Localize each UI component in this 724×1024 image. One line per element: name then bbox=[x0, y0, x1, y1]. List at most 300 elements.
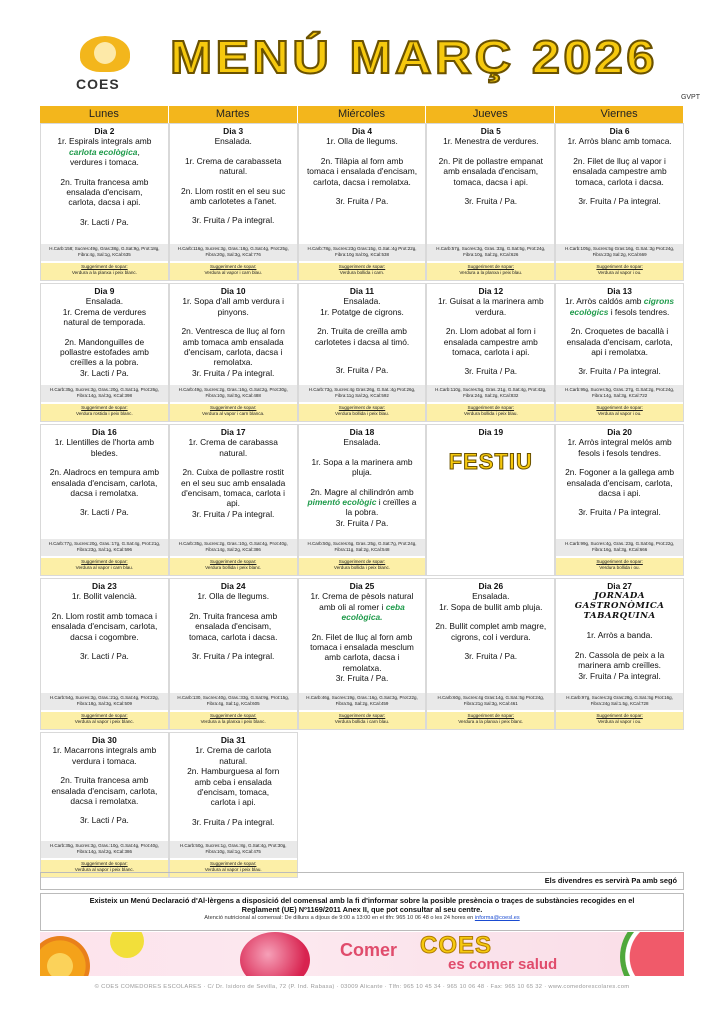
menu-line bbox=[174, 498, 293, 508]
menu-line bbox=[174, 196, 293, 206]
dinner-suggestion-title: Suggeriment de sopar: bbox=[596, 264, 643, 269]
menu-text: 3r. Fruita / Pa integral. bbox=[191, 215, 275, 226]
menu-text: ensalada d'encisam, bbox=[66, 187, 143, 198]
menu-line bbox=[303, 156, 422, 166]
spacer bbox=[303, 448, 422, 457]
dinner-suggestion bbox=[556, 263, 683, 280]
menu-text: 1r. Crema de verdures bbox=[62, 306, 147, 317]
menu-line bbox=[560, 136, 679, 146]
menu-line bbox=[45, 507, 164, 517]
menu-text: pinyons. bbox=[217, 306, 249, 317]
menu-text: dacsa i api. bbox=[598, 488, 641, 499]
dinner-suggestion-text: Verdura al vapor i carn blanca. bbox=[202, 411, 265, 416]
day-cell bbox=[555, 123, 684, 281]
menu-text: 3r. Fruita / Pa integral. bbox=[578, 670, 661, 681]
nutrition-contact bbox=[61, 914, 663, 922]
menu-text: 2n. Mandonguilles de bbox=[64, 336, 145, 347]
menu-line bbox=[303, 507, 422, 517]
special-event-title: TABARQUINA bbox=[583, 611, 656, 622]
menu-text: 3r. Fruita / Pa. bbox=[464, 651, 518, 662]
dinner-suggestion-title: Suggeriment de sopar: bbox=[209, 559, 257, 564]
menu-text: 3r. Lacti / Pa. bbox=[79, 651, 129, 662]
spacer bbox=[174, 458, 293, 467]
menu-text: amb ceba i ensalada bbox=[194, 776, 272, 787]
menu-line bbox=[431, 177, 550, 187]
day-menu bbox=[556, 284, 683, 379]
menu-line bbox=[560, 366, 679, 376]
day-number: Dia 18 bbox=[349, 427, 375, 437]
day-cell bbox=[426, 123, 555, 281]
menu-text: dacsa i remolatxa. bbox=[70, 796, 139, 807]
menu-text: 2n. Truita francesa amb bbox=[60, 176, 149, 187]
menu-line bbox=[303, 642, 422, 652]
dinner-suggestion-text: Verdura a la planxa i peix blanc. bbox=[458, 719, 524, 724]
menu-text: 1r. Macarrons integrals amb bbox=[52, 745, 157, 756]
dinner-suggestion-text: Verdura bollida i ou. bbox=[599, 565, 640, 570]
menu-line bbox=[45, 786, 164, 796]
menu-line bbox=[303, 296, 422, 306]
menu-text: 1r. Espirals integrals amb bbox=[57, 136, 152, 147]
nutrition-info: H.Carb:35g, Sucres:3g, Gras.:10g, G.Sat:4g, Prot:40g, Fibra:14g, Sal:2g, KCal:386 bbox=[41, 841, 168, 858]
spacer bbox=[174, 177, 293, 186]
menu-line bbox=[431, 337, 550, 347]
dinner-suggestion-title: Suggeriment de sopar: bbox=[81, 264, 128, 269]
spacer bbox=[174, 206, 293, 215]
menu-text: 2n. Llom adobat al forn i bbox=[445, 326, 536, 337]
menu-line bbox=[45, 651, 164, 661]
day-menu bbox=[41, 425, 168, 520]
menu-line bbox=[174, 591, 293, 601]
dinner-suggestion-title: Suggeriment de sopar: bbox=[338, 264, 386, 269]
page-title: MENÚ MARÇ 2026 bbox=[170, 31, 658, 83]
nutrition-info: H.Carb:158; Sucres:49g, Gras:38g, G.Sat:9g, Prot:18g, Fibra:4g, Sal:1g, KCal:635 bbox=[41, 244, 168, 261]
menu-text: amb oli al romer i bbox=[319, 601, 386, 612]
spacer bbox=[303, 187, 422, 196]
menu-line bbox=[45, 448, 164, 458]
menu-line bbox=[174, 326, 293, 336]
menu-line bbox=[45, 621, 164, 631]
menu-text: i fesols tendres. bbox=[608, 306, 670, 317]
spacer bbox=[431, 357, 550, 366]
menu-line bbox=[45, 337, 164, 347]
menu-line bbox=[560, 326, 679, 336]
allergen-line-2: Reglament (UE) Nº1169/2011 Anex II, que pot consultar al seu centre. bbox=[241, 905, 483, 914]
nutrition-info: H.Carb:35g, Sucres:2g, Gras.:10g, G.Sat:4g, Prot:40g, Fibra:14g, Sal:2g, KCal:386 bbox=[170, 539, 297, 556]
dinner-suggestion bbox=[556, 558, 683, 575]
menu-line bbox=[174, 766, 293, 776]
menu-text: 3r. Fruita / Pa. bbox=[335, 517, 389, 528]
menu-line bbox=[45, 478, 164, 488]
dinner-suggestion-text: Verdura bollida i peix blau. bbox=[335, 411, 389, 416]
day-header-viernes: Viernes bbox=[555, 106, 684, 123]
menu-text: 3r. Fruita / Pa integral. bbox=[578, 196, 661, 207]
ecological-ingredient: carlota ecològica bbox=[69, 146, 138, 157]
dinner-suggestion-title: Suggeriment de sopar: bbox=[467, 405, 515, 410]
day-menu bbox=[41, 579, 168, 663]
dinner-suggestion bbox=[299, 263, 426, 280]
menu-line bbox=[174, 337, 293, 347]
dinner-suggestion-text: Verdura al vapor i carn blau. bbox=[75, 565, 134, 570]
menu-text: 1r. Crema de carabasseta bbox=[185, 155, 282, 166]
dinner-suggestion-text: Verdura bollida i peix blanc. bbox=[333, 565, 391, 570]
menu-line bbox=[431, 136, 550, 146]
holiday-label: FESTIU bbox=[448, 449, 533, 474]
menu-text: carlota, dacsa i remolatxa. bbox=[313, 176, 411, 187]
menu-text: dacsa i remolatxa. bbox=[70, 488, 139, 499]
menu-line bbox=[45, 796, 164, 806]
spacer bbox=[303, 317, 422, 326]
menu-text: 3r. Lacti / Pa. bbox=[79, 507, 129, 518]
menu-text: tomaca, dacsa i api. bbox=[453, 176, 529, 187]
menu-line bbox=[560, 156, 679, 166]
menu-line bbox=[560, 337, 679, 347]
day-number: Dia 3 bbox=[223, 126, 244, 136]
menu-text: d'encisam, tomaca, bbox=[197, 787, 270, 798]
menu-text: api. bbox=[226, 498, 240, 509]
dinner-suggestion-title: Suggeriment de sopar: bbox=[467, 713, 515, 718]
menu-code: GVPT bbox=[680, 94, 700, 101]
menu-text: 2n. Aladrocs en tempura amb bbox=[49, 467, 160, 478]
nutrition-info: H.Carb:57g, Sucres:3g, Gras.:33g, G.Sat:5g, Prot:24g, Fibra:10g, Sal:2g, KCal:626 bbox=[427, 244, 554, 261]
menu-text: 2n. Truita de creïlla amb bbox=[317, 326, 407, 337]
menu-text: 3r. Fruita / Pa integral. bbox=[191, 816, 275, 827]
menu-line bbox=[303, 487, 422, 497]
spacer bbox=[560, 357, 679, 366]
menu-line bbox=[303, 177, 422, 187]
menu-line bbox=[174, 509, 293, 519]
melon-icon bbox=[620, 932, 684, 976]
contact-email-link[interactable]: informa@coesl.es bbox=[474, 915, 520, 921]
nutrition-contact-text: Atenció nutricional al comensal: De dilluns a dijous de 9:00 a 13:00 en el tlfn: 965 10 06 48 o les 24 hores en bbox=[204, 915, 475, 921]
coes-logo bbox=[66, 36, 146, 98]
menu-text: la pobra. bbox=[345, 507, 379, 518]
nutrition-info: H.Carb:50g, Sucres:6g, Gras.:25g, G.Sat:7g, Prot:24g, Fibra:11g, Sal:2g, KCal:548 bbox=[299, 539, 426, 556]
menu-text: verdures i tomaca. bbox=[69, 157, 139, 168]
nutrition-info: H.Carb:54g, Sucres:3g, Gras.:21g, G.Sat:4g, Prot:22g, Fibra:18g, Sal:3g, KCal:509 bbox=[41, 693, 168, 710]
spacer bbox=[174, 602, 293, 611]
day-number: Dia 17 bbox=[220, 427, 246, 437]
menu-line bbox=[45, 488, 164, 498]
allergen-notice bbox=[40, 893, 684, 931]
menu-text: verdura i tomaca. bbox=[72, 755, 137, 766]
menu-text: remolatxa. bbox=[342, 662, 382, 673]
dinner-suggestion-text: Verdura al vapor i ou. bbox=[597, 270, 642, 275]
menu-line bbox=[560, 488, 679, 498]
spacer bbox=[45, 642, 164, 651]
menu-text: Ensalada. bbox=[472, 591, 510, 602]
menu-line bbox=[174, 448, 293, 458]
menu-text: 3r. Lacti / Pa. bbox=[79, 367, 129, 378]
spacer bbox=[560, 458, 679, 467]
banner-text-comer: Comer bbox=[340, 940, 398, 960]
day-cell bbox=[298, 424, 427, 576]
spacer bbox=[560, 621, 679, 630]
day-number: Dia 25 bbox=[349, 581, 375, 591]
menu-line bbox=[431, 591, 550, 601]
menu-text: Ensalada. bbox=[85, 296, 124, 307]
day-number: Dia 27 bbox=[607, 581, 632, 591]
menu-line bbox=[303, 673, 422, 683]
dinner-suggestion bbox=[170, 712, 297, 729]
menu-line bbox=[560, 196, 679, 206]
menu-text: pluja. bbox=[351, 467, 372, 478]
day-header-lunes: Lunes bbox=[40, 106, 169, 123]
menu-line bbox=[174, 488, 293, 498]
spacer bbox=[45, 208, 164, 217]
menu-line bbox=[303, 467, 422, 477]
day-menu bbox=[170, 733, 297, 829]
menu-text: 3r. Fruita / Pa integral. bbox=[191, 367, 275, 378]
menu-line bbox=[431, 366, 550, 376]
menu-line bbox=[431, 156, 550, 166]
dinner-suggestion bbox=[170, 558, 297, 575]
day-cell bbox=[298, 123, 427, 281]
apple-icon bbox=[240, 932, 310, 976]
dinner-suggestion-text: Verdura al vapor i ou. bbox=[597, 411, 642, 416]
nutrition-info: H.Carb:35g, Sucres:3g, Gras.:20g, G.Sat:1g, Prot:26g, Fibra:14g, Sal:3g, KCal:398 bbox=[41, 385, 168, 402]
dinner-suggestion-title: Suggeriment de sopar: bbox=[467, 264, 515, 269]
menu-text: fesols i fesols tendres. bbox=[578, 447, 662, 458]
day-number: Dia 20 bbox=[607, 427, 632, 437]
dinner-suggestion bbox=[556, 712, 683, 729]
menu-text: remolatxa. bbox=[213, 357, 253, 368]
menu-text: ensalada d'encisam, carlota, bbox=[566, 477, 673, 488]
dinner-suggestion-text: Verdura bollida i peix blau. bbox=[463, 411, 518, 416]
day-menu bbox=[299, 124, 426, 208]
menu-text: 2n. Magre al chilindrón amb bbox=[310, 486, 414, 497]
dinner-suggestion-title: Suggeriment de sopar: bbox=[81, 861, 128, 866]
menu-text: 1r. Crema de pèsols natural bbox=[310, 591, 414, 602]
spacer bbox=[431, 642, 550, 651]
logo-face-icon bbox=[94, 42, 116, 64]
day-number: Dia 31 bbox=[220, 735, 246, 745]
menu-text: creïlles a la pobra. bbox=[70, 357, 139, 368]
menu-line bbox=[174, 787, 293, 797]
menu-text: ensalada campestre amb bbox=[443, 336, 538, 347]
menu-line bbox=[45, 187, 164, 197]
day-menu bbox=[170, 124, 297, 228]
day-menu bbox=[170, 425, 297, 521]
menu-text: tomaca i ensalada mesclum bbox=[310, 642, 414, 653]
day-menu bbox=[427, 579, 554, 663]
dinner-suggestion-text: Verdura a la planxa i peix blau. bbox=[459, 270, 523, 275]
menu-line bbox=[45, 296, 164, 306]
menu-text: 1r. Arròs integral melós amb bbox=[567, 437, 672, 448]
menu-line bbox=[431, 621, 550, 631]
menu-text: 3r. Fruita / Pa integral. bbox=[191, 651, 275, 662]
menu-text: 2n. Cuixa de pollastre rostit bbox=[182, 467, 284, 478]
menu-text: natural. bbox=[219, 755, 248, 766]
day-cell bbox=[426, 283, 555, 422]
menu-line bbox=[560, 650, 679, 660]
dinner-suggestion bbox=[170, 404, 297, 421]
day-menu bbox=[299, 425, 426, 530]
menu-text: 3r. Fruita / Pa. bbox=[464, 366, 518, 377]
menu-line bbox=[174, 632, 293, 642]
nutrition-info: H.Carb:99g, Sucres:4g, Gras.:23g, G.Sat:6g, Prot:22g, Fibra:16g, Sal:3g, KCal:666 bbox=[556, 539, 683, 556]
menu-text: api i remolatxa. bbox=[591, 347, 648, 358]
menu-line bbox=[560, 177, 679, 187]
nutrition-info: H.Carb:105g, Sucres:5g Gras:16g, G.Sat.:3g Prot:24g, Fibra:23g Sal:2g, KCal:669 bbox=[556, 244, 683, 261]
dinner-suggestion-title: Suggeriment de sopar: bbox=[209, 861, 257, 866]
spacer bbox=[560, 187, 679, 196]
menu-text: 2n. Bullit complet amb magre, bbox=[435, 621, 547, 632]
spacer bbox=[303, 347, 422, 356]
day-header-miércoles: Miércoles bbox=[298, 106, 427, 123]
dinner-suggestion-title: Suggeriment de sopar: bbox=[338, 713, 386, 718]
nutrition-info: H.Carb:116g, Sucres:3g, Gras.:18g, G.Sat:4g, Prot:25g, Fibra:20g, Sal:3g, KCal:776 bbox=[170, 244, 297, 261]
dinner-suggestion bbox=[41, 712, 168, 729]
menu-line bbox=[45, 136, 164, 146]
menu-line bbox=[431, 632, 550, 642]
day-number: Dia 9 bbox=[94, 286, 115, 296]
day-number: Dia 2 bbox=[94, 126, 115, 136]
day-menu bbox=[427, 124, 554, 208]
spacer bbox=[174, 642, 293, 651]
menu-line bbox=[303, 591, 422, 601]
menu-text: carlota, dacsa i api. bbox=[68, 197, 141, 208]
menu-line bbox=[303, 602, 422, 612]
menu-line bbox=[174, 651, 293, 661]
day-cell bbox=[169, 123, 298, 281]
menu-text: 2n. Filet de lluç al vapor i bbox=[573, 155, 666, 166]
day-number: Dia 24 bbox=[220, 581, 246, 591]
ecological-ingredient: pimentó ecològic bbox=[307, 497, 377, 508]
menu-text: verdura. bbox=[475, 306, 507, 317]
menu-line bbox=[431, 651, 550, 661]
dinner-suggestion bbox=[170, 263, 297, 280]
menu-text: 2n. Croquetes de bacallà i bbox=[570, 326, 669, 337]
dinner-suggestion bbox=[299, 404, 426, 421]
menu-text: natural de temporada. bbox=[63, 317, 146, 328]
menu-text: 3r. Fruita / Pa. bbox=[335, 196, 389, 207]
day-cell bbox=[40, 424, 169, 576]
footer: © COES COMEDORES ESCOLARES · C/ Dr. Isidoro de Sevilla, 72 (P. Ind. Rabasa) · 03009 Alicante · Tlfn: 965 10 45 34 · 965 10 06 48 · Fax: 965 10 65 32 · www.comedorescolares.com bbox=[94, 984, 630, 990]
menu-text: 2n. Ventresca de lluç al forn bbox=[181, 326, 285, 337]
day-cell bbox=[169, 732, 298, 878]
menu-text: 3r. Fruita / Pa integral. bbox=[578, 366, 661, 377]
menu-line bbox=[45, 347, 164, 357]
nutrition-info: H.Carb:73g, Sucres:4g Gras:26g, G.Sat.:4g Prot:26g, Fibra:11g Sal:2g, KCal:592 bbox=[299, 385, 426, 402]
menu-line bbox=[303, 457, 422, 467]
menu-text: Ensalada. bbox=[343, 437, 381, 448]
spacer bbox=[560, 498, 679, 507]
menu-text: Ensalada. bbox=[214, 136, 252, 147]
spacer bbox=[45, 168, 164, 177]
menu-text: amb tomaca amb ensalada bbox=[182, 336, 284, 347]
dinner-suggestion-title: Suggeriment de sopar: bbox=[81, 559, 128, 564]
dinner-suggestion-text: Verdura a la planxa i peix blanc. bbox=[200, 719, 266, 724]
spacer bbox=[174, 317, 293, 326]
menu-text: marinera amb creïlles. bbox=[578, 660, 662, 671]
menu-line bbox=[560, 296, 679, 306]
day-number: Dia 11 bbox=[349, 286, 375, 296]
menu-line bbox=[174, 437, 293, 447]
spacer bbox=[431, 187, 550, 196]
menu-text: 2n. Tilàpia al forn amb bbox=[320, 155, 404, 166]
menu-text: 1r. Olla de llegums. bbox=[197, 591, 270, 602]
menu-text: d'encisam, carlota, dacsa i bbox=[183, 347, 283, 358]
menu-text: 2n. Filet de lluç al forn amb bbox=[311, 631, 413, 642]
day-number: Dia 26 bbox=[478, 581, 504, 591]
menu-text: ensalada d'encisam, carlota, bbox=[51, 785, 158, 796]
day-menu bbox=[427, 425, 554, 439]
menu-text: 2n. Hamburguesa al forn bbox=[187, 766, 280, 777]
menu-line bbox=[303, 652, 422, 662]
menu-text: i creïlles a bbox=[376, 497, 417, 508]
banner-text-coes: COES bbox=[420, 932, 493, 959]
menu-line bbox=[45, 775, 164, 785]
menu-line bbox=[174, 368, 293, 378]
day-cell bbox=[426, 578, 555, 730]
menu-line bbox=[45, 437, 164, 447]
menu-text: 3r. Fruita / Pa. bbox=[335, 673, 389, 684]
dinner-suggestion bbox=[41, 263, 168, 280]
menu-line bbox=[560, 437, 679, 447]
menu-line bbox=[174, 215, 293, 225]
day-cell bbox=[555, 424, 684, 576]
day-cell bbox=[555, 283, 684, 422]
menu-line bbox=[174, 817, 293, 827]
day-menu bbox=[556, 124, 683, 208]
nutrition-info: H.Carb:46g, Sucres:19g, Gras.:16g, G.Sat:3g, Prot:22g, Fibra:5g, Sal:2g, KCal:459 bbox=[299, 693, 426, 710]
dinner-suggestion-title: Suggeriment de sopar: bbox=[596, 559, 643, 564]
header bbox=[30, 28, 710, 101]
orange-icon bbox=[40, 936, 90, 976]
menu-line bbox=[303, 437, 422, 447]
dinner-suggestion bbox=[427, 712, 554, 729]
dinner-suggestion-text: Verdura bollida i peix blanc. bbox=[205, 565, 262, 570]
menu-text: 2n. Pit de pollastre empanat bbox=[438, 155, 543, 166]
menu-line bbox=[174, 307, 293, 317]
day-header-jueves: Jueves bbox=[426, 106, 555, 123]
dinner-suggestion bbox=[41, 404, 168, 421]
day-menu bbox=[170, 579, 297, 663]
menu-text: dacsa i cogombre. bbox=[70, 631, 139, 642]
day-menu bbox=[41, 284, 168, 380]
day-menu bbox=[299, 579, 426, 686]
menu-line bbox=[303, 166, 422, 176]
menu-text: ensalada campestre amb bbox=[572, 166, 667, 177]
spacer bbox=[303, 478, 422, 487]
menu-line bbox=[45, 147, 164, 157]
menu-line bbox=[174, 467, 293, 477]
menu-text: 2n. Llom rostit amb tomaca i bbox=[51, 610, 157, 621]
day-menu bbox=[170, 284, 297, 380]
menu-line bbox=[560, 467, 679, 477]
day-cell bbox=[40, 283, 169, 422]
menu-line bbox=[303, 518, 422, 528]
day-header-martes: Martes bbox=[169, 106, 298, 123]
menu-text: ensalada d'encisam, bbox=[195, 621, 272, 632]
menu-line bbox=[174, 186, 293, 196]
day-number: Dia 4 bbox=[351, 126, 372, 136]
day-number: Dia 16 bbox=[92, 427, 117, 437]
dinner-suggestion bbox=[299, 712, 426, 729]
menu-text: 3r. Fruita / Pa integral. bbox=[191, 508, 275, 519]
dinner-suggestion-title: Suggeriment de sopar: bbox=[338, 405, 386, 410]
dinner-suggestion-title: Suggeriment de sopar: bbox=[209, 713, 257, 718]
dinner-suggestion-text: Verdura al vapor i ou. bbox=[597, 719, 642, 724]
menu-line bbox=[303, 365, 422, 375]
dinner-suggestion bbox=[41, 558, 168, 575]
menu-line bbox=[174, 156, 293, 166]
menu-text: ensalada d'encisam, carlota, bbox=[566, 336, 673, 347]
menu-text: 1r. Crema de carlota bbox=[195, 745, 272, 756]
menu-line bbox=[560, 478, 679, 488]
menu-text: 1r. Arròs caldós amb bbox=[565, 296, 644, 307]
menu-line bbox=[303, 632, 422, 642]
